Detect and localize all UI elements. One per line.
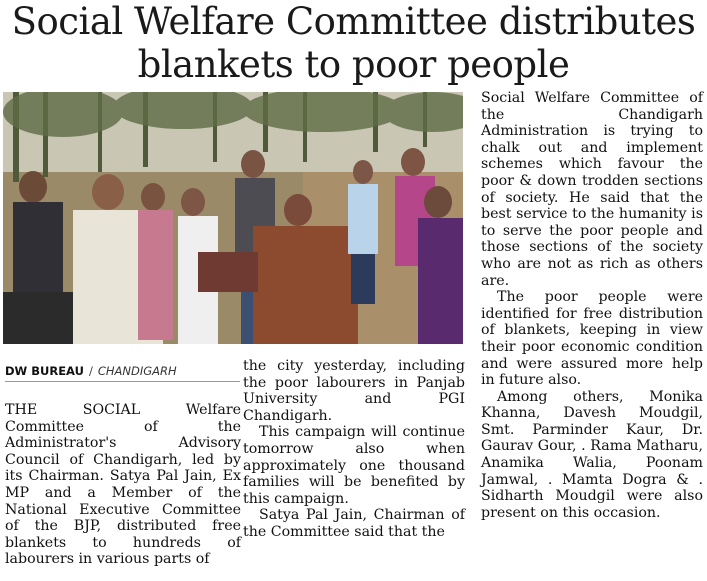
article-paragraph: the city yesterday, including the poor labourers in Panjab University and PGI Chandigarh. — [243, 358, 465, 424]
headline-line-1: Social Welfare Committee distributes — [11, 0, 696, 43]
article-paragraph: THE SOCIAL Welfare Committee of the Administrator's Advisory Council of Chandigarh, led by its Chairman. Satya Pal Jain, Ex MP and a Member of the National Executive Committee of the BJP, distributed free blankets to hundreds of labourers in various parts of — [5, 402, 241, 568]
headline-line-2: blankets to poor people — [137, 43, 570, 86]
news-photo-illustration — [3, 92, 463, 344]
article-column-2 — [243, 358, 465, 541]
headline — [0, 0, 707, 86]
article-paragraph: This campaign will continue tomorrow also when approximately one thousand families will be benefited by this campaign. — [243, 424, 465, 507]
article-paragraph: Social Welfare Committee of the Chandigarh Administration is trying to chalk out and implement schemes which favour the poor & down trodden sections of society. He said that the best service to the humanity is to serve the poor people and those sections of the society who are not as rich as others are. — [481, 90, 703, 289]
byline — [5, 364, 240, 382]
article-column-3 — [481, 90, 703, 521]
byline-separator: / — [88, 364, 93, 378]
article-paragraph: The poor people were identified for free distribution of blankets, keeping in view their poor economic condition and were assured more help in future also. — [481, 289, 703, 389]
article-paragraph: Among others, Monika Khanna, Davesh Moudgil, Smt. Parminder Kaur, Dr. Gaurav Gour, . Rama Matharu, Anamika Walia, Poonam Jamwal, . Mamta Dogra & . Sidharth Moudgil were also present on this occasion. — [481, 388, 703, 521]
article-column-1 — [5, 402, 241, 568]
byline-bureau: DW BUREAU — [5, 364, 84, 378]
byline-city: CHANDIGARH — [97, 364, 177, 378]
news-photo — [3, 92, 463, 344]
article-paragraph: Satya Pal Jain, Chairman of the Committee said that the — [243, 507, 465, 540]
